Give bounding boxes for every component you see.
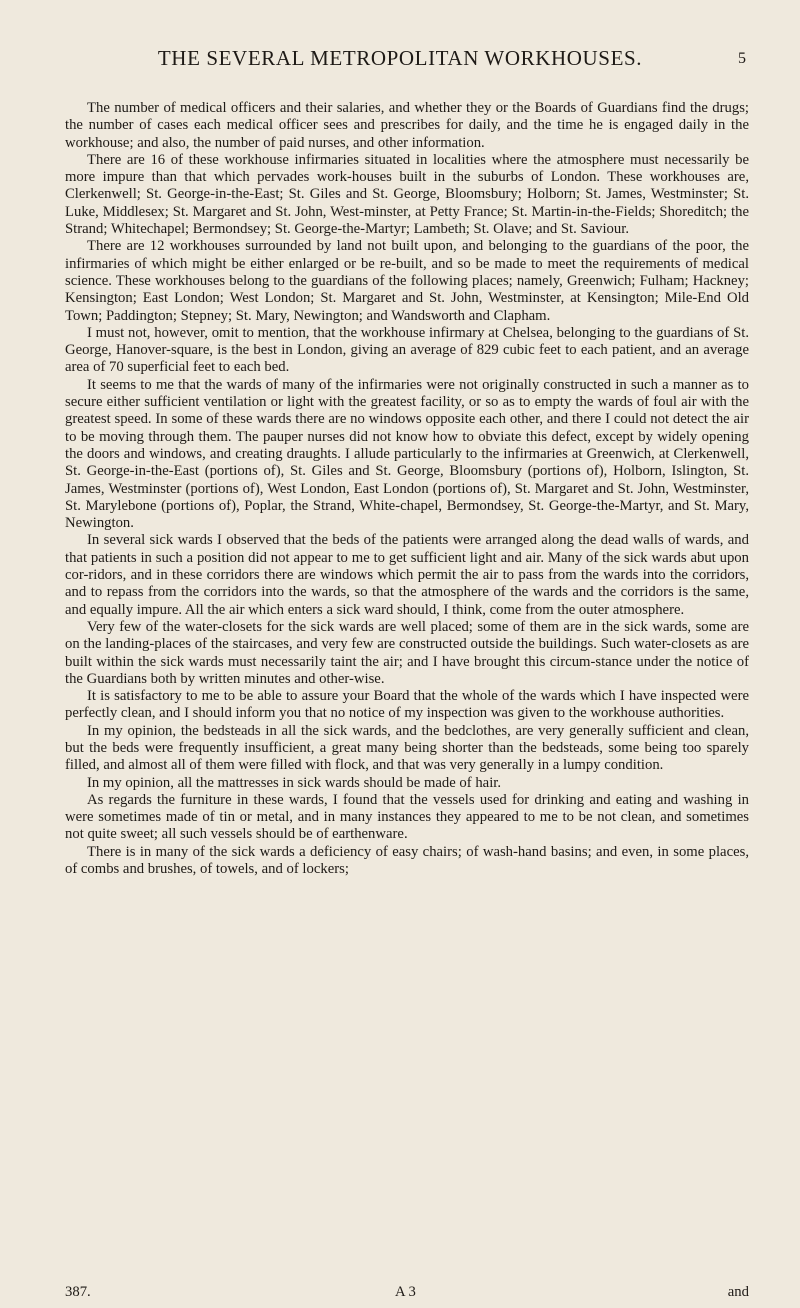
paragraph: There is in many of the sick wards a deficiency of easy chairs; of wash-hand basins; and even, in some places, of combs and brushes, of towels, and of lockers;: [65, 843, 749, 878]
paragraph: In several sick wards I observed that the beds of the patients were arranged along the dead walls of wards, and that patients in such a position did not appear to me to get sufficient light and air. Many of the sick wards abut upon cor-ridors, and in these corridors there are windows which permit the air to pass from the wards into the corridors, and to repass from the corridors into the wards, so that the atmosphere of the wards and the corridors is the same, and equally impure. All the air which enters a sick ward should, I think, come from the outer atmosphere.: [65, 532, 749, 618]
paragraph: In my opinion, the bedsteads in all the sick wards, and the bedclothes, are very generally sufficient and clean, but the beds were frequently insufficient, a great many being shorter than the bedsteads, some being too sparely filled, and almost all of them were filled with flock, and that was very generally in a lumpy condition.: [65, 722, 749, 774]
signature-mark: 387.: [65, 1284, 91, 1300]
paragraph: In my opinion, all the mattresses in sick wards should be made of hair.: [87, 774, 502, 791]
paragraph: Very few of the water-closets for the sick wards are well placed; some of them are in the sick wards, some are on the landing-places of the staircases, and very few are constructed outside the buildings. Such water-closets as are built within the sick wards must necessarily taint the air; and I have brought this circum-stance under the notice of the Guardians both by written minutes and other-wise.: [65, 618, 749, 687]
paragraph: It seems to me that the wards of many of the infirmaries were not originally constructed in such a manner as to secure either sufficient ventilation or light with the greatest facility, or so as to empty the wards of foul air with the greatest speed. In some of these wards there are no windows opposite each other, and there I could not detect the air to be moving through them. The pauper nurses did not know how to obviate this defect, except by widely opening the doors and windows, and creating draughts. I allude particularly to the infirmaries at Greenwich, at Clerkenwell, St. George-in-the-East (portions of), St. Giles and St. George, Bloomsbury (portions of), Holborn, Islington, St. James, Westminster (portions of), West London, East London (portions of), St. Margaret and St. John, Westminster, St. Marylebone (portions of), Poplar, the Strand, White-chapel, Bermondsey, St. George-the-Martyr, and St. Mary, Newington.: [65, 376, 749, 532]
body-text: [65, 100, 749, 878]
paragraph: I must not, however, omit to mention, that the workhouse infirmary at Chelsea, belonging to the guardians of St. George, Hanover-square, is the best in London, giving an average of 829 cubic feet to each patient, and an average area of 70 superficial feet to each bed.: [65, 324, 749, 376]
paragraph: It is satisfactory to me to be able to assure your Board that the whole of the wards which I have inspected were perfectly clean, and I should inform you that no notice of my inspection was given to the workhouse authorities.: [65, 688, 749, 722]
running-header: [0, 46, 800, 76]
paragraph: The number of medical officers and their salaries, and whether they or the Boards of Guardians find the drugs; the number of cases each medical officer sees and prescribes for daily, and the time he is engaged daily in the workhouse; and also, the number of paid nurses, and other information.: [65, 100, 749, 151]
paragraph: There are 12 workhouses surrounded by land not built upon, and belonging to the guardians of the poor, the infirmaries of which might be either enlarged or be re-built, and so be made to meet the requirements of medical science. These workhouses belong to the guardians of the following places; namely, Greenwich; Fulham; Hackney; Kensington; East London; West London; St. Margaret and St. John, Westminster, at Kensington; Mile-End Old Town; Paddington; Stepney; St. Mary, Newington; and Wandsworth and Clapham.: [65, 238, 749, 324]
page-footer: [65, 1284, 749, 1304]
paragraph: As regards the furniture in these wards, I found that the vessels used for drinking and eating and washing in were sometimes made of tin or metal, and in many instances they appeared to me to be not clean, and sometimes not quite sweet; all such vessels should be of earthenware.: [65, 791, 749, 843]
page-number: 5: [738, 50, 746, 67]
catchword: and: [727, 1284, 749, 1300]
sheet-mark: A 3: [395, 1284, 416, 1300]
paragraph: There are 16 of these workhouse infirmaries situated in localities where the atmosphere must necessarily be more impure than that which pervades work-houses built in the suburbs of London. These workhouses are, Clerkenwell; St. George-in-the-East; St. Giles and St. George, Bloomsbury; Holborn; St. James, Westminster; St. Luke, Middlesex; St. Margaret and St. John, West-minster, at Petty France; St. Martin-in-the-Fields; Shoreditch; the Strand; Whitechapel; Bermondsey; St. George-the-Martyr; Lambeth; St. Olave; and St. Saviour.: [65, 151, 749, 238]
page-title: THE SEVERAL METROPOLITAN WORKHOUSES.: [157, 46, 643, 70]
